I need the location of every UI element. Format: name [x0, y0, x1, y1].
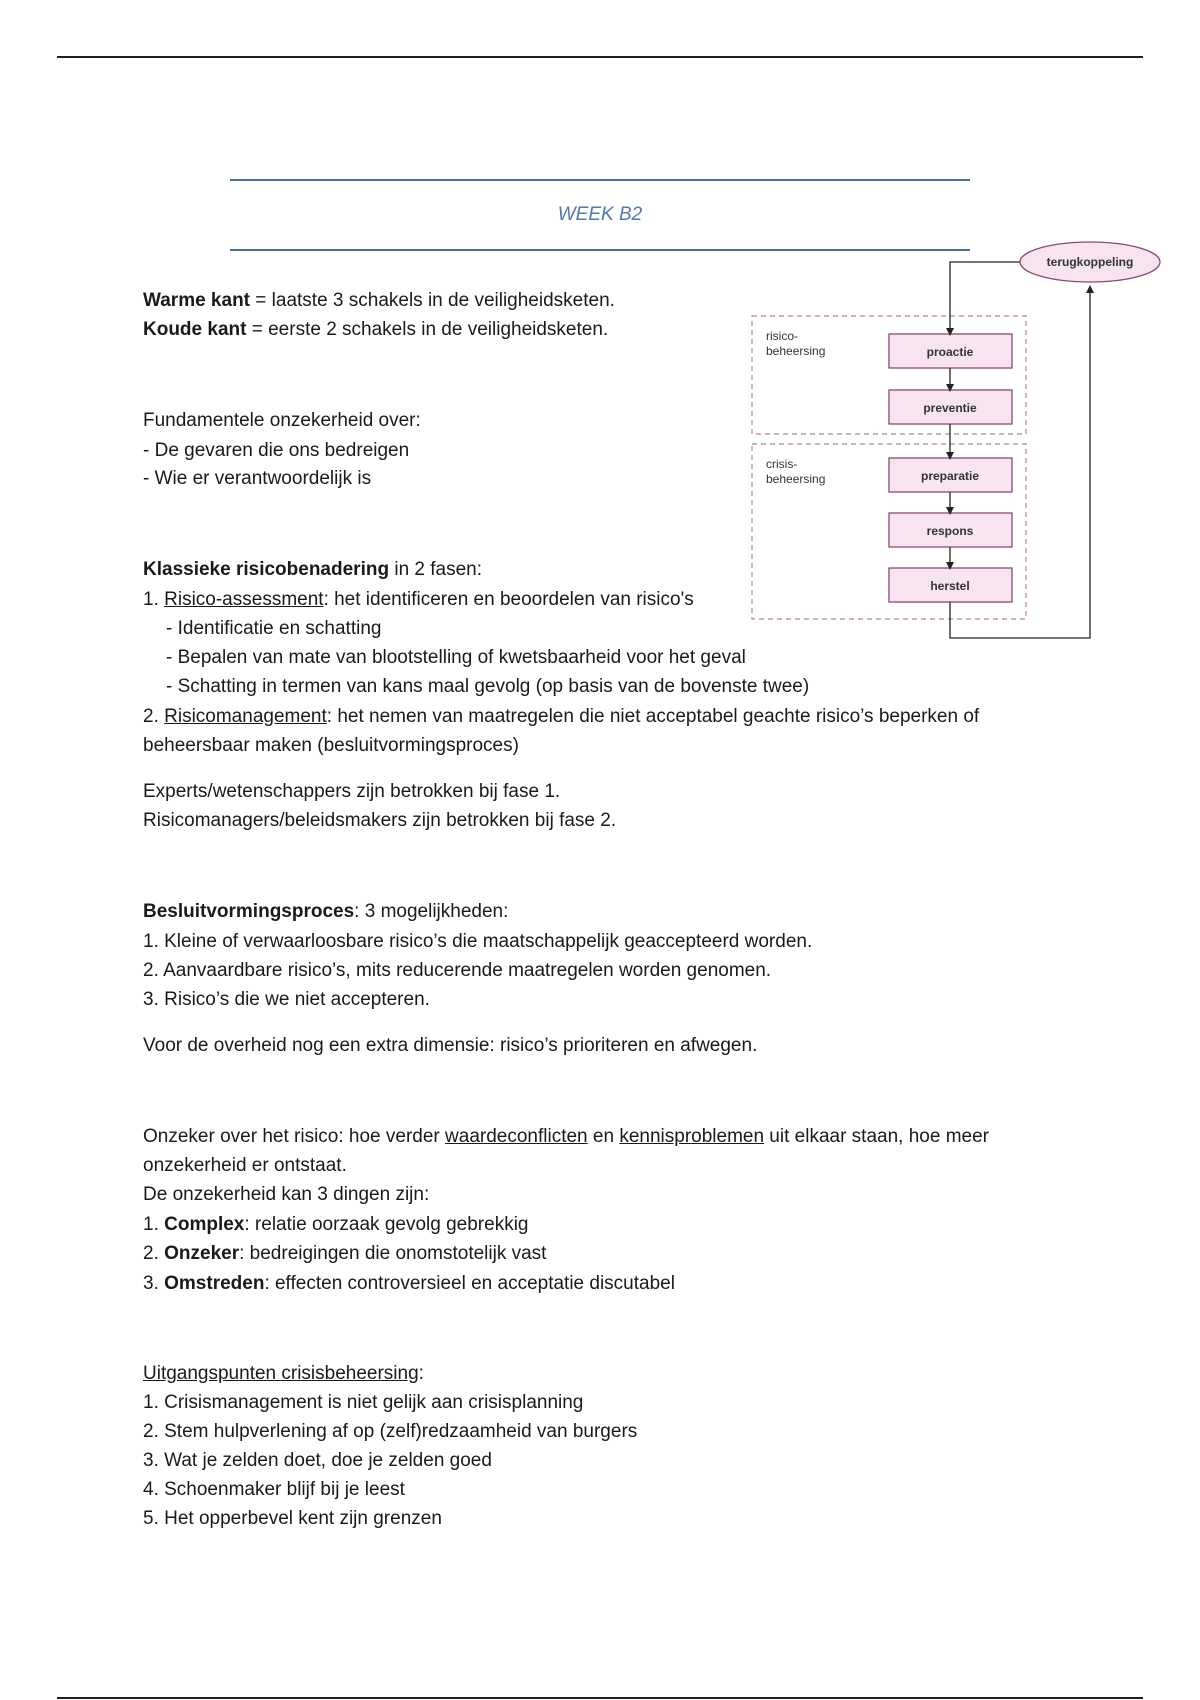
koude-kant-line	[143, 317, 608, 343]
experts-line: Experts/wetenschappers zijn betrokken bij fase 1.	[143, 781, 561, 802]
klassiek-heading	[143, 557, 482, 583]
step-label-respons: respons	[926, 524, 974, 538]
item-num: 1.	[143, 1214, 165, 1235]
item-num: 2.	[143, 1243, 165, 1264]
managers-line: Risicomanagers/beleidsmakers zijn betrokken bij fase 2.	[143, 810, 617, 831]
top-rule	[57, 56, 1143, 58]
fase1-rest: : het identificeren en beoordelen van risico's	[323, 589, 694, 610]
besluit-heading-rest: : 3 mogelijkheden:	[354, 901, 509, 922]
onzeker-item	[143, 1241, 546, 1267]
item-term: Complex	[164, 1214, 245, 1235]
klassiek-heading-rest: in 2 fasen:	[389, 559, 483, 580]
veiligheidsketen-diagram	[740, 240, 1170, 650]
fase2-line-2: beheersbaar maken (besluitvormingsproces)	[143, 735, 519, 756]
step-label-herstel: herstel	[930, 579, 970, 593]
item-term: Onzeker	[164, 1243, 240, 1264]
onzeker-line-3: De onzekerheid kan 3 dingen zijn:	[143, 1184, 430, 1205]
onzeker-text: Onzeker over het risico: hoe verder	[143, 1126, 446, 1147]
group1-label-line2: beheersing	[766, 344, 826, 358]
group2-label-line1: crisis-	[766, 457, 798, 471]
klassiek-heading-term: Klassieke risicobenadering	[143, 559, 390, 580]
koude-kant-def: = eerste 2 schakels in de veiligheidsketen.	[246, 319, 609, 340]
onzeker-text: en	[587, 1126, 620, 1147]
besluit-heading-term: Besluitvormingsproces	[143, 901, 355, 922]
uitgang-item: 3. Wat je zelden doet, doe je zelden goed	[143, 1450, 492, 1471]
warme-kant-def: = laatste 3 schakels in de veiligheidsketen.	[250, 290, 615, 311]
uitgang-item: 2. Stem hulpverlening af op (zelf)redzaamheid van burgers	[143, 1421, 638, 1442]
item-num: 3.	[143, 1273, 165, 1294]
fundamenteel-item: - Wie er verantwoordelijk is	[143, 468, 372, 489]
item-rest: : relatie oorzaak gevolg gebrekkig	[244, 1214, 529, 1235]
koude-kant-term: Koude kant	[143, 319, 247, 340]
fase1-sub-item: - Schatting in termen van kans maal gevolg (op basis van de bovenste twee)	[166, 676, 810, 697]
item-rest: : effecten controversieel en acceptatie discutabel	[264, 1273, 675, 1294]
besluit-heading	[143, 899, 508, 925]
waardeconflicten-term: waardeconflicten	[445, 1126, 588, 1147]
step-label-proactie: proactie	[926, 345, 974, 359]
fase1-sub-item: - Bepalen van mate van blootstelling of kwetsbaarheid voor het geval	[166, 647, 746, 668]
step-label-preventie: preventie	[923, 401, 977, 415]
warme-kant-term: Warme kant	[143, 290, 250, 311]
besluit-item: 3. Risico’s die we niet accepteren.	[143, 989, 430, 1010]
onzeker-item	[143, 1212, 528, 1238]
group2-label-line2: beheersing	[766, 472, 826, 486]
uitgang-item: 5. Het opperbevel kent zijn grenzen	[143, 1508, 442, 1529]
bottom-rule	[57, 1697, 1143, 1699]
group1-label-line1: risico-	[766, 329, 798, 343]
fase1-line	[143, 587, 694, 613]
uitgang-heading	[143, 1361, 424, 1387]
item-rest: : bedreigingen die onomstotelijk vast	[239, 1243, 547, 1264]
item-term: Omstreden	[164, 1273, 265, 1294]
onzeker-line-1	[143, 1124, 989, 1150]
uitgang-heading-colon: :	[418, 1363, 424, 1384]
page-title: WEEK B2	[557, 204, 643, 225]
fase2-term: Risicomanagement	[164, 706, 327, 727]
kennisproblemen-term: kennisproblemen	[619, 1126, 765, 1147]
besluit-item: 2. Aanvaardbare risico’s, mits reducerende maatregelen worden genomen.	[143, 960, 772, 981]
fase2-line	[143, 704, 979, 730]
besluit-item: 1. Kleine of verwaarloosbare risico’s die maatschappelijk geaccepteerd worden.	[143, 931, 813, 952]
fundamenteel-item: - De gevaren die ons bedreigen	[143, 440, 410, 461]
onzeker-item	[143, 1271, 675, 1297]
fase1-num: 1.	[143, 589, 165, 610]
step-label-preparatie: preparatie	[920, 469, 980, 483]
onzeker-line-2: onzekerheid er ontstaat.	[143, 1155, 347, 1176]
uitgang-item: 4. Schoenmaker blijf bij je leest	[143, 1479, 405, 1500]
warme-kant-line	[143, 288, 615, 314]
fase1-term: Risico-assessment	[164, 589, 324, 610]
uitgang-item: 1. Crisismanagement is niet gelijk aan crisisplanning	[143, 1392, 584, 1413]
fase2-rest: : het nemen van maatregelen die niet acceptabel geachte risico’s beperken of	[326, 706, 980, 727]
fundamenteel-intro: Fundamentele onzekerheid over:	[143, 410, 421, 431]
onzeker-text: uit elkaar staan, hoe meer	[764, 1126, 989, 1147]
besluit-extra: Voor de overheid nog een extra dimensie: risico’s prioriteren en afwegen.	[143, 1035, 758, 1056]
uitgang-heading-term: Uitgangspunten crisisbeheersing	[143, 1363, 419, 1384]
fase2-num: 2.	[143, 706, 165, 727]
feedback-to-proactie-line	[950, 262, 1020, 332]
title-rule-top	[230, 179, 970, 181]
fase1-sub-item: - Identificatie en schatting	[166, 618, 382, 639]
terugkoppeling-label: terugkoppeling	[1046, 255, 1134, 269]
